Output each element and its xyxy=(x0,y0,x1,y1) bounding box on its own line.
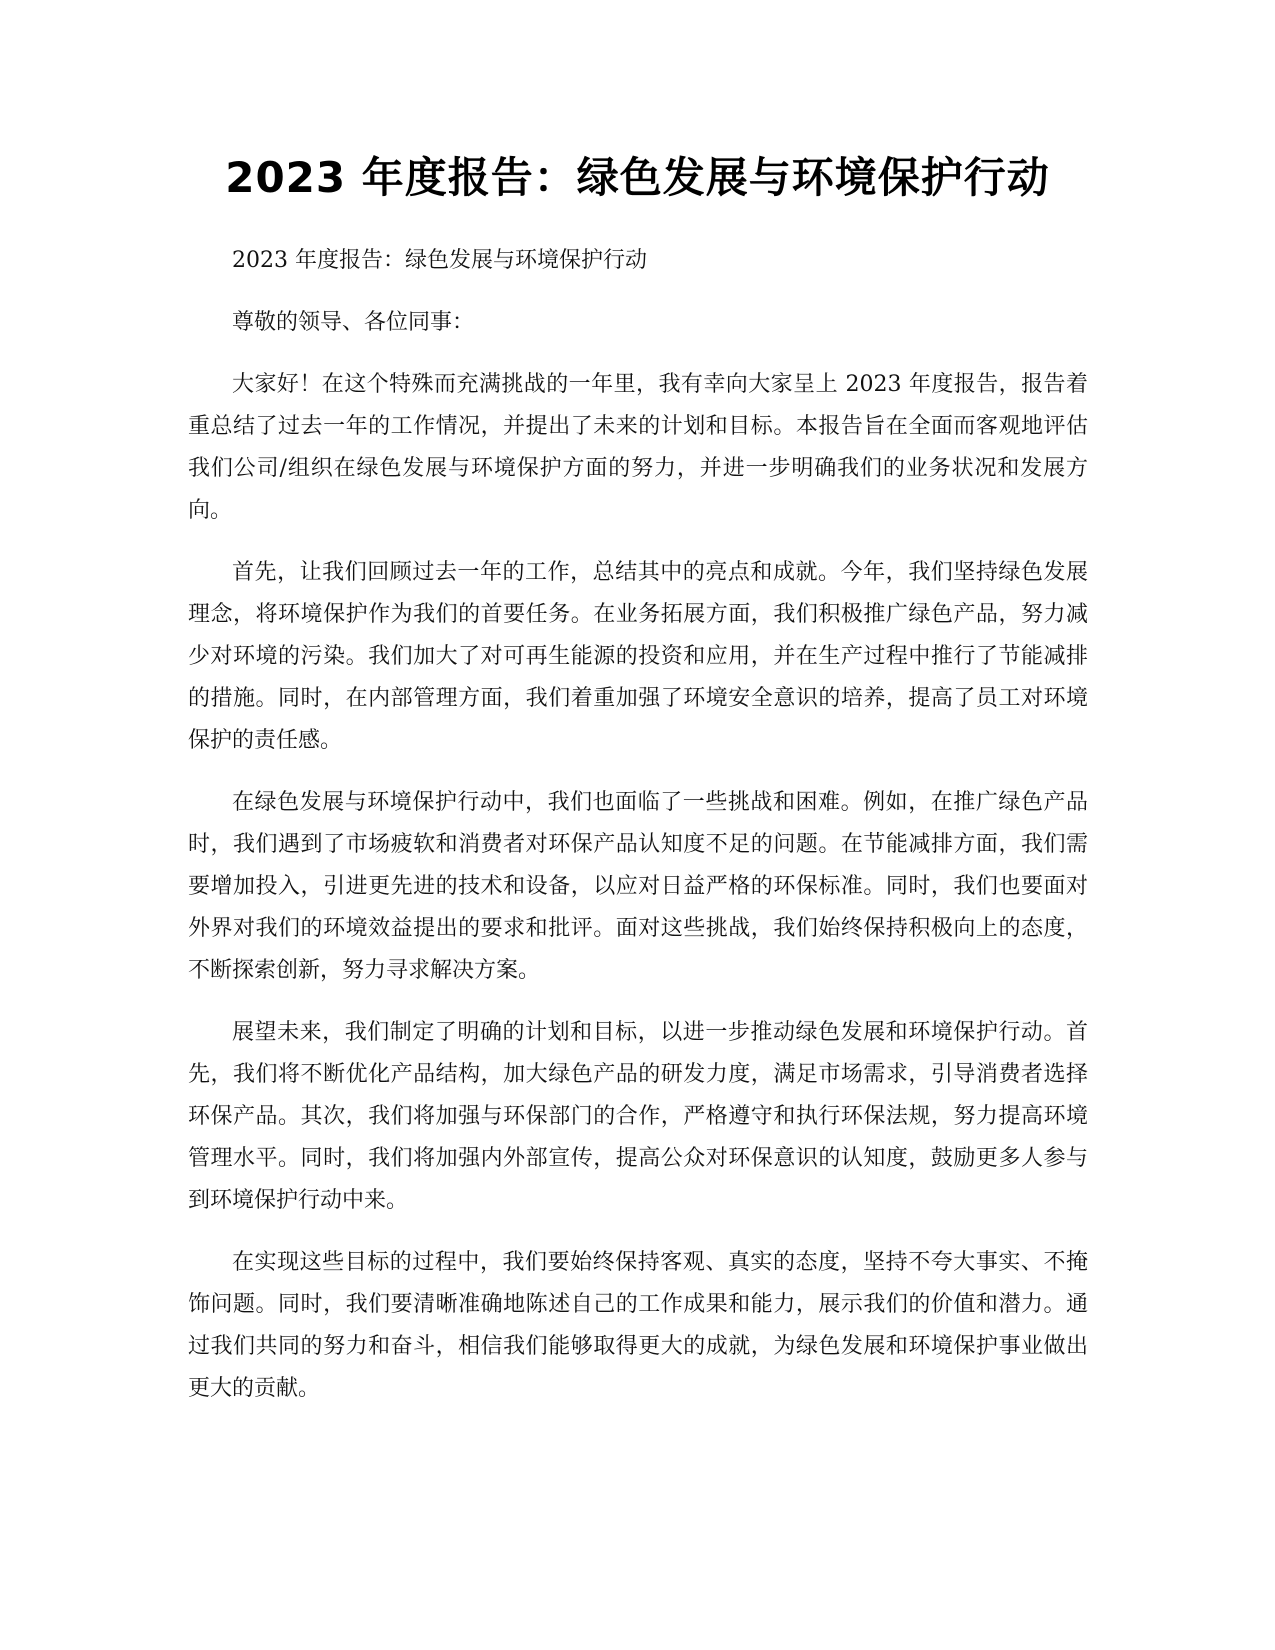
paragraph-salutation: 尊敬的领导、各位同事： xyxy=(232,310,475,335)
paragraph-intro: 大家好！在这个特殊而充满挑战的一年里，我有幸向大家呈上 2023 年度报告，报告着重总结了过去一年的工作情况，并提出了未来的计划和目标。本报告旨在全面而客观地评估我们公司/组织在绿色发展与环境保护方面的努力，并进一步明确我们的业务状况和发展方向。 xyxy=(188,372,1088,523)
document-title: 2023 年度报告：绿色发展与环境保护行动 xyxy=(225,153,1050,202)
paragraph-review: 首先，让我们回顾过去一年的工作，总结其中的亮点和成就。今年，我们坚持绿色发展理念，将环境保护作为我们的首要任务。在业务拓展方面，我们积极推广绿色产品，努力减少对环境的污染。我们加大了对可再生能源的投资和应用，并在生产过程中推行了节能减排的措施。同时，在内部管理方面，我们着重加强了环境安全意识的培养，提高了员工对环境保护的责任感。 xyxy=(188,560,1088,753)
paragraph-challenges: 在绿色发展与环境保护行动中，我们也面临了一些挑战和困难。例如，在推广绿色产品时，我们遇到了市场疲软和消费者对环保产品认知度不足的问题。在节能减排方面，我们需要增加投入，引进更先进的技术和设备，以应对日益严格的环保标准。同时，我们也要面对外界对我们的环境效益提出的要求和批评。面对这些挑战，我们始终保持积极向上的态度，不断探索创新，努力寻求解决方案。 xyxy=(188,790,1088,983)
paragraph-subtitle: 2023 年度报告：绿色发展与环境保护行动 xyxy=(232,248,647,273)
paragraph-conclusion: 在实现这些目标的过程中，我们要始终保持客观、真实的态度，坚持不夸大事实、不掩饰问题。同时，我们要清晰准确地陈述自己的工作成果和能力，展示我们的价值和潜力。通过我们共同的努力和奋斗，相信我们能够取得更大的成就，为绿色发展和环境保护事业做出更大的贡献。 xyxy=(188,1250,1088,1401)
document-body xyxy=(188,240,1088,1430)
paragraph-outlook: 展望未来，我们制定了明确的计划和目标，以进一步推动绿色发展和环境保护行动。首先，我们将不断优化产品结构，加大绿色产品的研发力度，满足市场需求，引导消费者选择环保产品。其次，我们将加强与环保部门的合作，严格遵守和执行环保法规，努力提高环境管理水平。同时，我们将加强内外部宣传，提高公众对环保意识的认知度，鼓励更多人参与到环境保护行动中来。 xyxy=(188,1020,1088,1213)
